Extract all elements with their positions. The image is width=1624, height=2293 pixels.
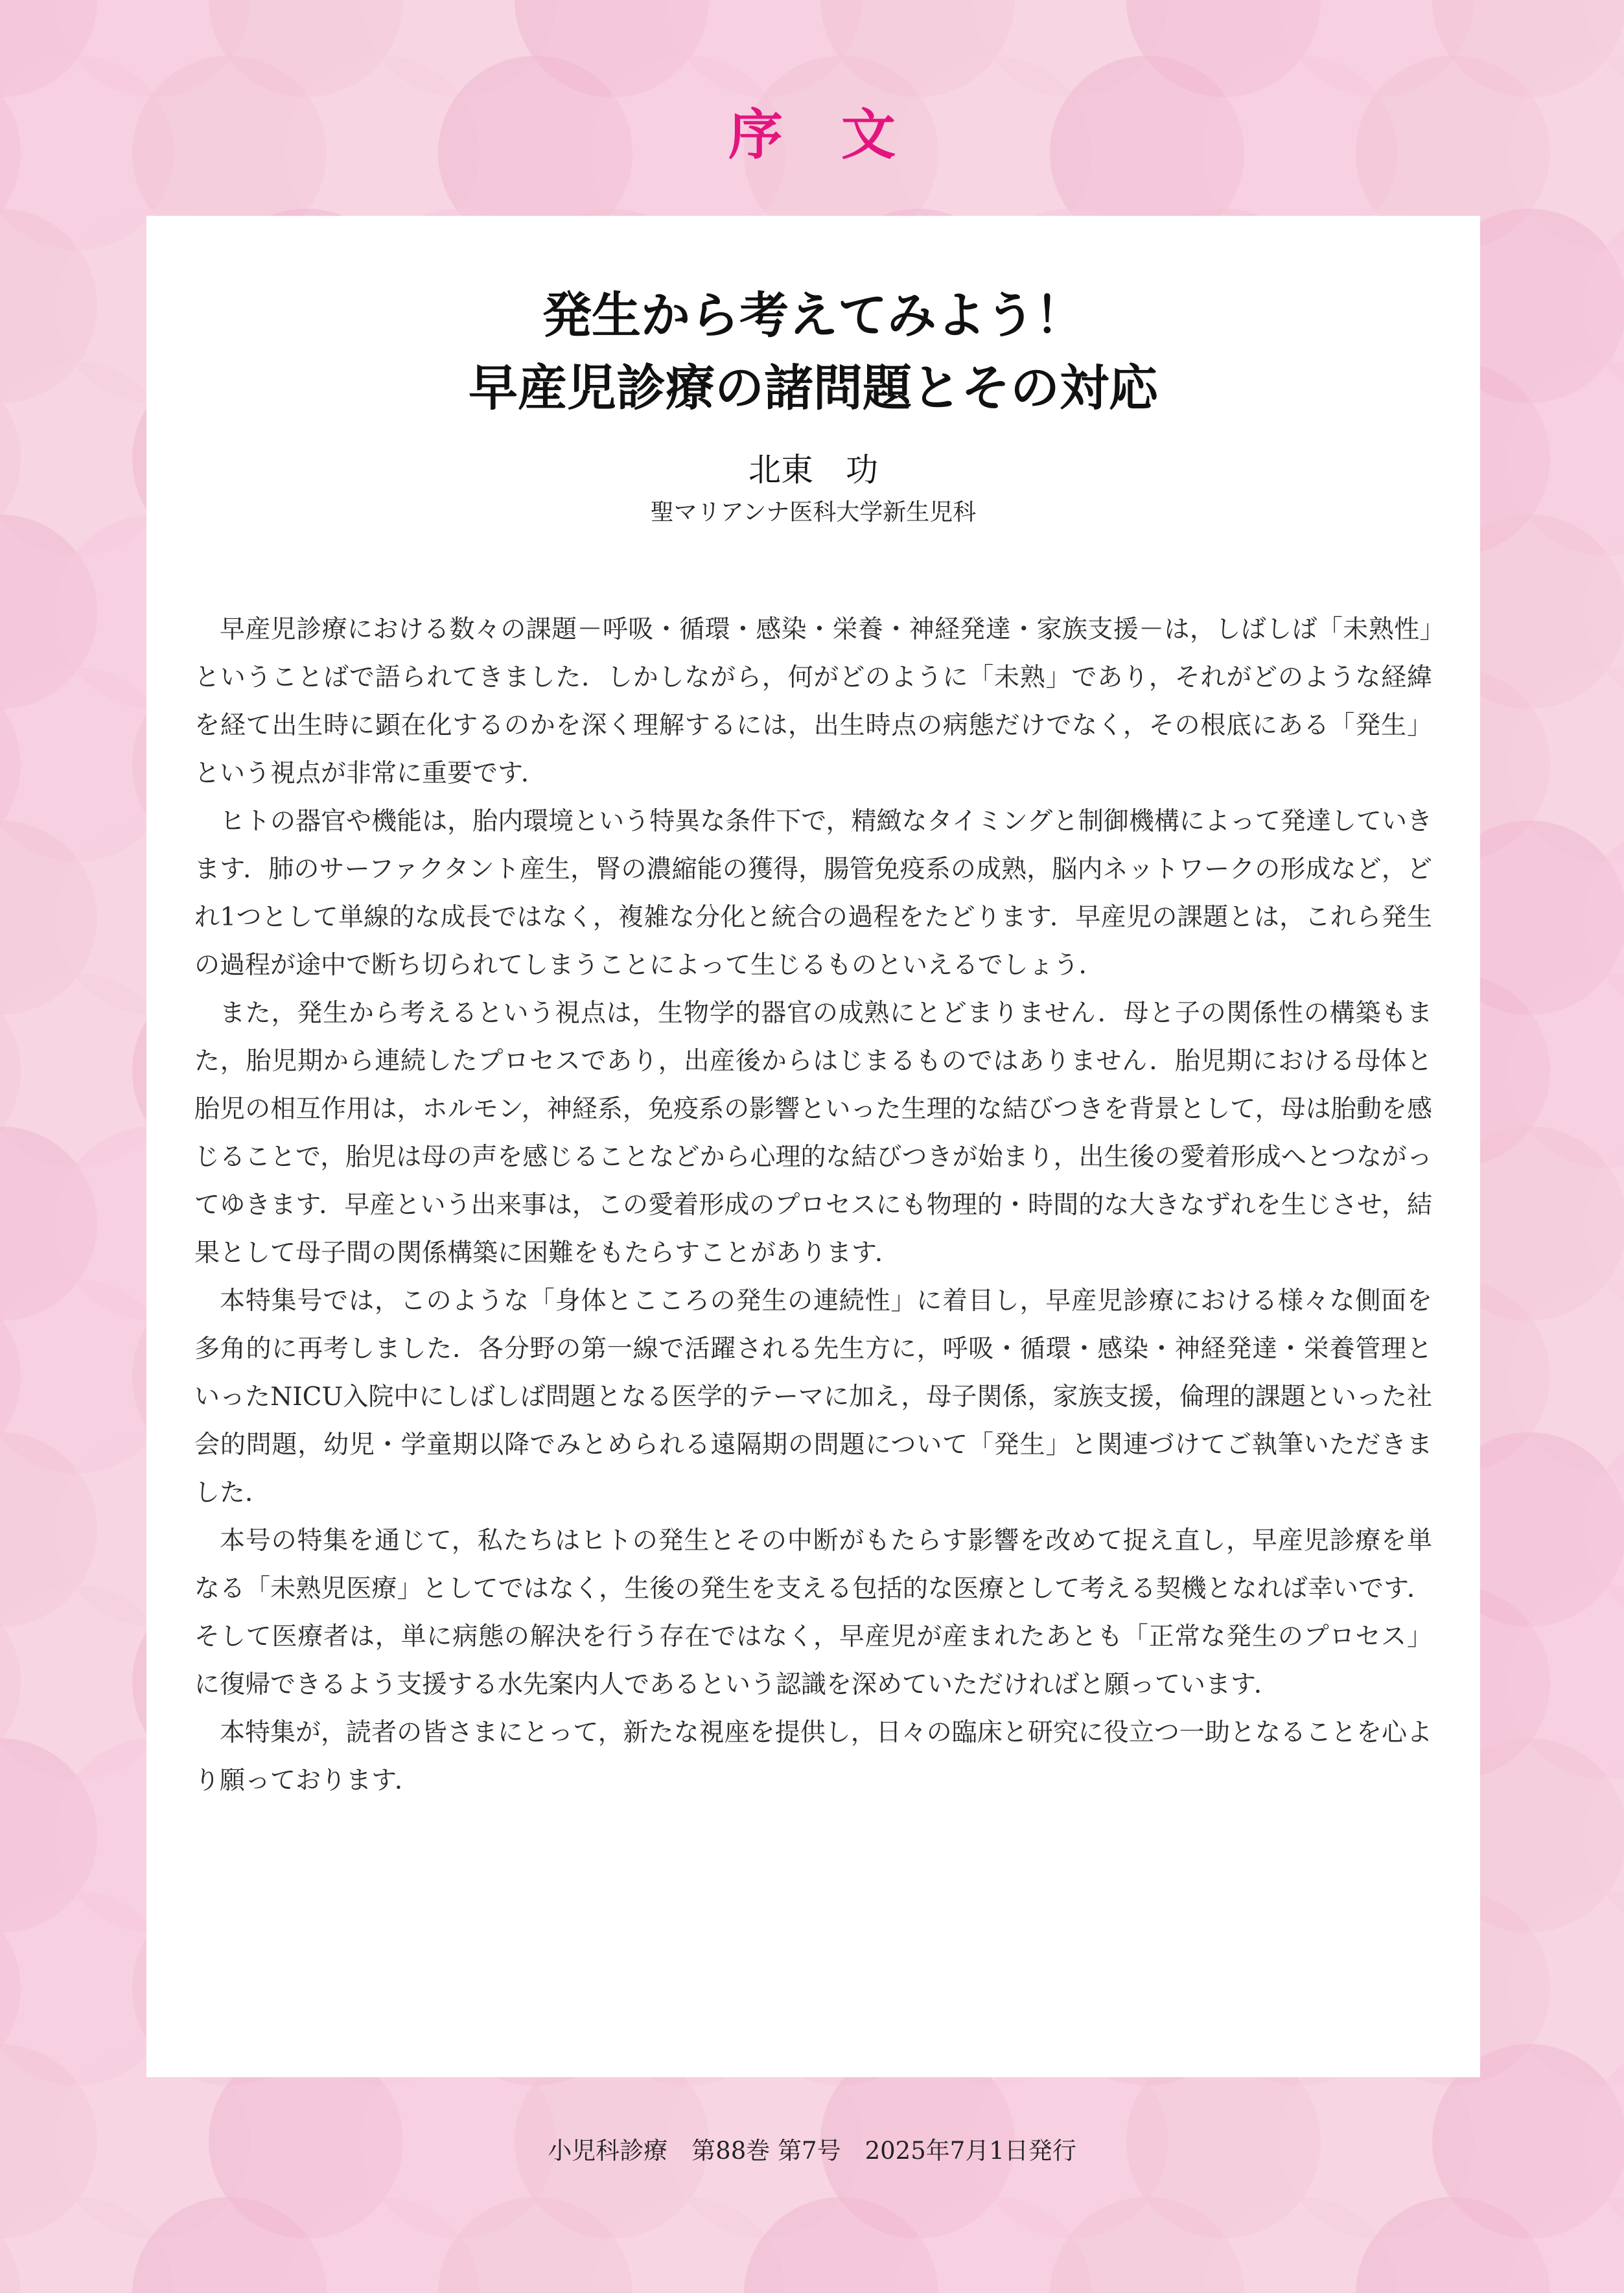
paragraph: ヒトの器官や機能は，胎内環境という特異な条件下で，精緻なタイミングと制御機構によって発達していきます．肺のサーファクタント産生，腎の濃縮能の獲得，腸管免疫系の成熟，脳内ネットワークの形成など，どれ1つとして単線的な成長ではなく，複雑な分化と統合の過程をたどります．早産児の課題とは，これら発生の過程が途中で断ち切られてしまうことによって生じるものといえるでしょう．	[194, 807, 1432, 980]
preface-body	[194, 606, 1432, 1805]
paragraph: 本号の特集を通じて，私たちはヒトの発生とその中断がもたらす影響を改めて捉え直し，早産児診療を単なる「未熟児医療」としてではなく，生後の発生を支える包括的な医療として考える契機となれば幸いです．そして医療者は，単に病態の解決を行う存在ではなく，早産児が産まれたあとも「正常な発生のプロセス」に復帰できるよう支援する水先案内人であるという認識を深めていただければと願っています．	[194, 1526, 1432, 1699]
title-line-2: 早産児診療の諸問題とその対応	[469, 359, 1158, 417]
title-line-1: 発生から考えてみよう！	[542, 286, 1084, 344]
article-title	[146, 279, 1480, 425]
author-name: 北東 功	[748, 451, 878, 489]
content-panel	[146, 216, 1480, 2077]
journal-footer: 小児科診療 第88巻 第7号 2025年7月1日発行	[548, 2137, 1076, 2165]
paragraph: また，発生から考えるという視点は，生物学的器官の成熟にとどまりません．母と子の関係性の構築もまた，胎児期から連続したプロセスであり，出産後からはじまるものではありません．胎児期における母体と胎児の相互作用は，ホルモン，神経系，免疫系の影響といった生理的な結びつきを背景として，母は胎動を感じることで，胎児は母の声を感じることなどから心理的な結びつきが始まり，出生後の愛着形成へとつながってゆきます．早産という出来事は，この愛着形成のプロセスにも物理的・時間的な大きなずれを生じさせ，結果として母子間の関係構築に困難をもたらすことがあります．	[194, 999, 1432, 1268]
paragraph: 本特集が，読者の皆さまにとって，新たな視座を提供し，日々の臨床と研究に役立つ一助となることを心より願っております．	[194, 1718, 1432, 1795]
author-affiliation: 聖マリアンナ医科大学新生児科	[650, 499, 977, 526]
paragraph: 本特集号では，このような「身体とこころの発生の連続性」に着目し，早産児診療における様々な側面を多角的に再考しました．各分野の第一線で活躍される先生方に，呼吸・循環・感染・神経発達・栄養管理といったNICU入院中にしばしば問題となる医学的テーマに加え，母子関係，家族支援，倫理的課題といった社会的問題，幼児・学童期以降でみとめられる遠隔期の問題について「発生」と関連づけてご執筆いただきました．	[194, 1286, 1432, 1507]
paragraph: 早産児診療における数々の課題－呼吸・循環・感染・栄養・神経発達・家族支援－は，しばしば「未熟性」ということばで語られてきました．しかしながら，何がどのように「未熟」であり，それがどのような経緯を経て出生時に顕在化するのかを深く理解するには，出生時点の病態だけでなく，その根底にある「発生」という視点が非常に重要です．	[194, 615, 1432, 788]
section-label: 序文	[728, 103, 954, 167]
